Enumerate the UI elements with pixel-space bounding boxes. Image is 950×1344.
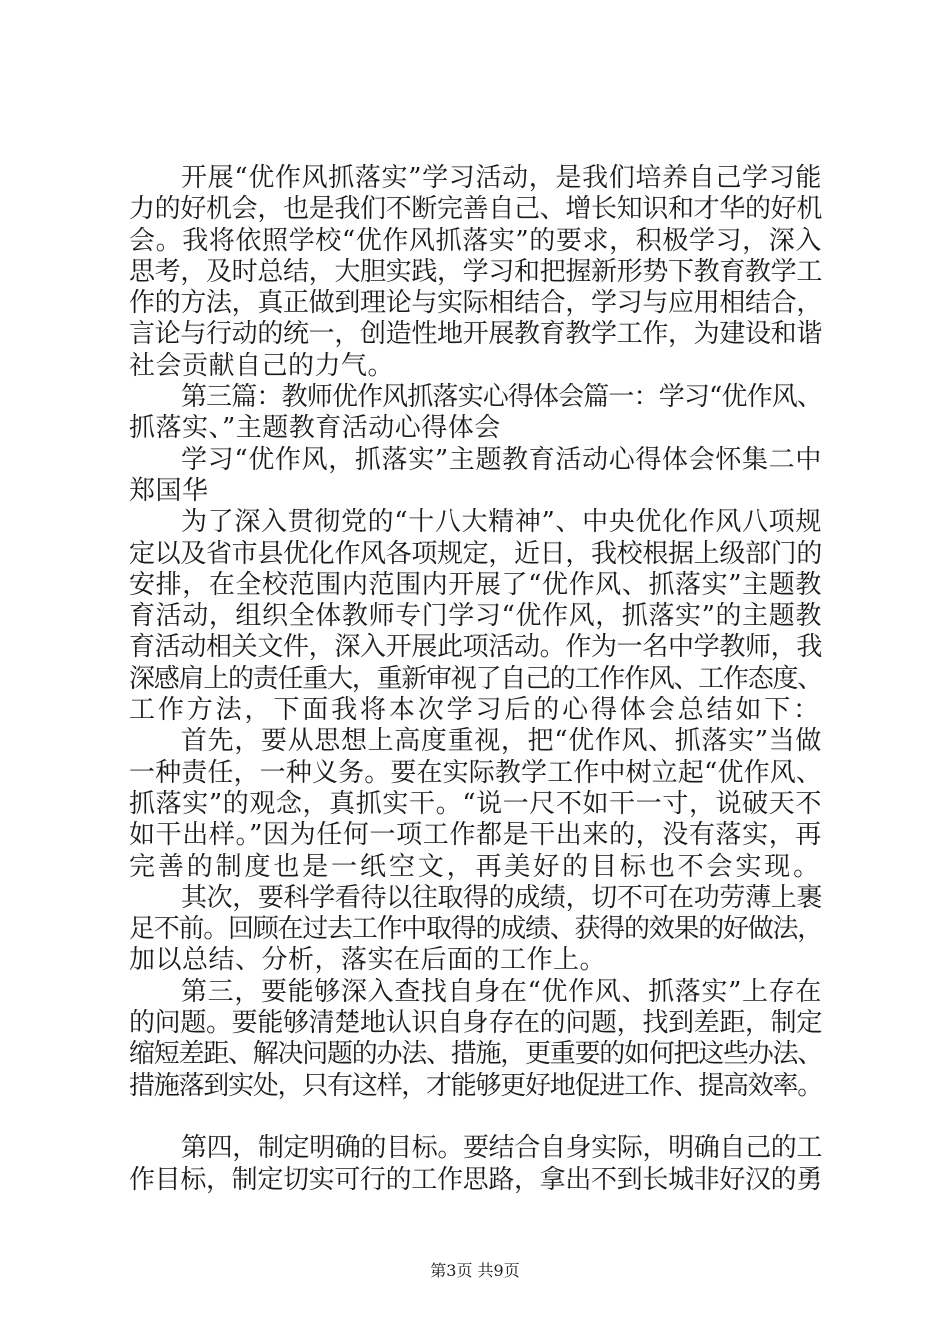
text-line-content: 言论与行动的统一，创造性地开展教育教学工作，为建设和谐 <box>129 319 822 350</box>
text-line-content: 抓落实”的观念，真抓实干。“说一尺不如干一寸，说破天不 <box>129 788 822 819</box>
text-line-content: 思考，及时总结，大胆实践，学习和把握新形势下教育教学工 <box>129 256 822 287</box>
text-line-content: 定以及省市县优化作风各项规定，近日，我校根据上级部门的 <box>129 538 822 569</box>
text-line <box>0 1008 950 1039</box>
text-line <box>0 476 950 507</box>
text-line-content: 工作方法，下面我将本次学习后的心得体会总结如下： <box>129 695 822 726</box>
text-line-content: 完善的制度也是一纸空文，再美好的目标也不会实现。 <box>129 851 822 882</box>
document-body <box>0 163 950 1196</box>
text-line <box>0 852 950 883</box>
text-line <box>0 945 950 976</box>
text-line <box>0 539 950 570</box>
text-line <box>0 257 950 288</box>
text-line-content: 会。我将依照学校“优作风抓落实”的要求，积极学习，深入 <box>129 225 822 256</box>
text-line <box>0 413 950 444</box>
text-line-content: 首先，要从思想上高度重视，把“优作风、抓落实”当做 <box>181 726 822 757</box>
text-line-content: 安排，在全校范围内范围内开展了“优作风、抓落实”主题教 <box>129 569 822 600</box>
text-line <box>0 507 950 538</box>
text-line-content: 第三篇：教师优作风抓落实心得体会篇一：学习“优作风、 <box>181 382 822 413</box>
text-line <box>0 820 950 851</box>
text-line <box>0 288 950 319</box>
text-line <box>0 1039 950 1070</box>
text-line <box>0 977 950 1008</box>
text-line <box>0 914 950 945</box>
text-line <box>0 789 950 820</box>
text-line <box>0 1165 950 1196</box>
text-line-content: 缩短差距、解决问题的办法、措施，更重要的如何把这些办法、 <box>129 1039 822 1070</box>
text-line <box>0 319 950 350</box>
text-line-content: 深感肩上的责任重大，重新审视了自己的工作作风、工作态度、 <box>129 663 822 694</box>
text-line <box>0 758 950 789</box>
text-line <box>0 601 950 632</box>
text-line <box>0 695 950 726</box>
blank-line <box>0 1102 950 1133</box>
text-line <box>0 194 950 225</box>
text-line-content: 育活动相关文件，深入开展此项活动。作为一名中学教师，我 <box>129 632 822 663</box>
text-line-content: 措施落到实处，只有这样，才能够更好地促进工作、提高效率。 <box>129 1070 822 1101</box>
text-line-content: 为了深入贯彻党的“十八大精神”、中央优化作风八项规 <box>181 507 822 538</box>
text-line <box>0 570 950 601</box>
text-line <box>0 351 950 382</box>
text-line <box>0 226 950 257</box>
text-line-content: 郑国华 <box>129 475 209 506</box>
text-line <box>0 632 950 663</box>
text-line-content: 学习“优作风，抓落实”主题教育活动心得体会怀集二中 <box>181 444 822 475</box>
text-line <box>0 163 950 194</box>
text-line <box>0 883 950 914</box>
text-line <box>0 1071 950 1102</box>
text-line-content: 第四，制定明确的目标。要结合自身实际，明确自己的工 <box>181 1133 822 1164</box>
text-line <box>0 664 950 695</box>
text-line-content: 第三，要能够深入查找自身在“优作风、抓落实”上存在 <box>181 976 822 1007</box>
text-line <box>0 445 950 476</box>
text-line-content: 如干出样。”因为任何一项工作都是干出来的，没有落实，再 <box>129 820 822 851</box>
text-line <box>0 382 950 413</box>
text-line-content: 社会贡献自己的力气。 <box>129 350 395 381</box>
text-line-content: 的问题。要能够清楚地认识自身存在的问题，找到差距，制定 <box>129 1008 822 1039</box>
text-line <box>0 1133 950 1164</box>
text-line-content: 一种责任，一种义务。要在实际教学工作中树立起“优作风、 <box>129 757 822 788</box>
text-line-content: 加以总结、分析，落实在后面的工作上。 <box>129 945 607 976</box>
text-line-content: 作的方法，真正做到理论与实际相结合，学习与应用相结合， <box>129 288 822 319</box>
page-footer: 第3页 共9页 <box>430 1261 520 1280</box>
text-line <box>0 726 950 757</box>
text-line-content: 其次，要科学看待以往取得的成绩，切不可在功劳薄上裹 <box>181 882 822 913</box>
text-line-content: 育活动，组织全体教师专门学习“优作风，抓落实”的主题教 <box>129 601 822 632</box>
text-line-content: 开展“优作风抓落实”学习活动，是我们培养自己学习能 <box>181 163 822 193</box>
text-line-content: 抓落实、”主题教育活动心得体会 <box>129 413 501 444</box>
text-line-content: 足不前。回顾在过去工作中取得的成绩、获得的效果的好做法， <box>129 914 822 945</box>
text-line-content: 力的好机会，也是我们不断完善自己、增长知识和才华的好机 <box>129 194 822 225</box>
text-line-content: 作目标，制定切实可行的工作思路，拿出不到长城非好汉的勇 <box>129 1164 822 1195</box>
